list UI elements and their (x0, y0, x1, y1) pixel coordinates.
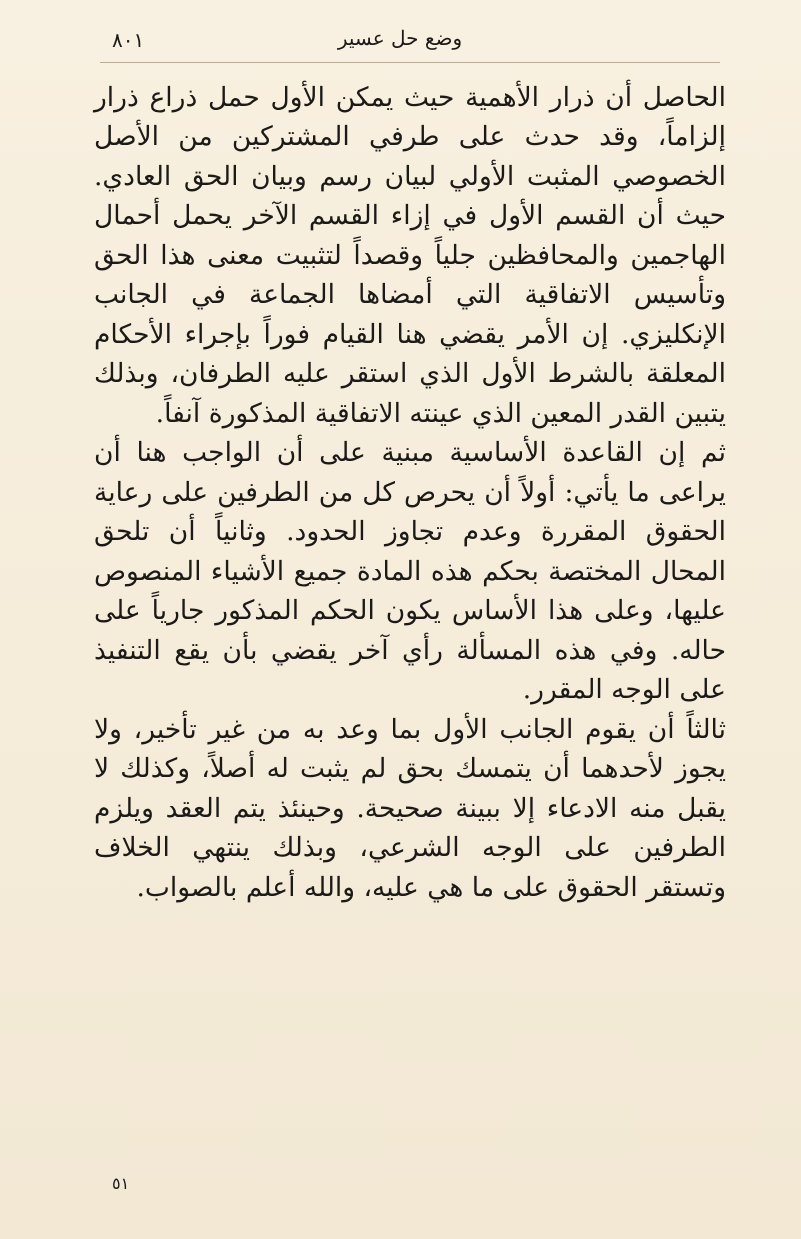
paragraph: الحاصل أن ذرار الأهمية حيث يمكن الأول حمل ذراع ذرار إلزاماً، وقد حدث على طرفي المشتركين من الأصل الخصوصي المثبت الأولي لبيان رسم وبيان الحق العادي. حيث أن القسم الأول في إزاء القسم الآخر يحمل أحمال الهاجمين والمحافظين جلياً وقصداً لتثبيت معنى هذا الحق وتأسيس الاتفاقية التي أمضاها الجماعة في الجانب الإنكليزي. إن الأمر يقضي هنا القيام فوراً بإجراء الأحكام المعلقة بالشرط الأول الذي استقر عليه الطرفان، وبذلك يتبين القدر المعين الذي عينته الاتفاقية المذكورة آنفاً. (94, 82, 726, 429)
header-divider (100, 62, 720, 63)
signature-mark: ٥١ (112, 1174, 130, 1193)
paragraph: ثالثاً أن يقوم الجانب الأول بما وعد به من غير تأخير، ولا يجوز لأحدهما أن يتمسك بحق لم يثبت له أصلاً، وكذلك لا يقبل منه الادعاء إلا ببينة صحيحة. وحينئذ يتم العقد ويلزم الطرفين على الوجه الشرعي، وبذلك ينتهي الخلاف وتستقر الحقوق على ما هي عليه، والله أعلم بالصواب. (94, 713, 726, 903)
body-text (94, 78, 726, 907)
paragraph: ثم إن القاعدة الأساسية مبنية على أن الواجب هنا أن يراعى ما يأتي: أولاً أن يحرص كل من الطرفين على رعاية الحقوق المقررة وعدم تجاوز الحدود. وثانياً أن تلحق المحال المختصة بحكم هذه المادة جميع الأشياء المنصوص عليها، وعلى هذا الأساس يكون الحكم المذكور جارياً على حاله. وفي هذه المسألة رأي آخر يقضي بأن يقع التنفيذ على الوجه المقرر. (94, 437, 726, 706)
running-head: وضع حل عسير (337, 26, 463, 50)
page-number: ٨٠١ (112, 28, 145, 52)
